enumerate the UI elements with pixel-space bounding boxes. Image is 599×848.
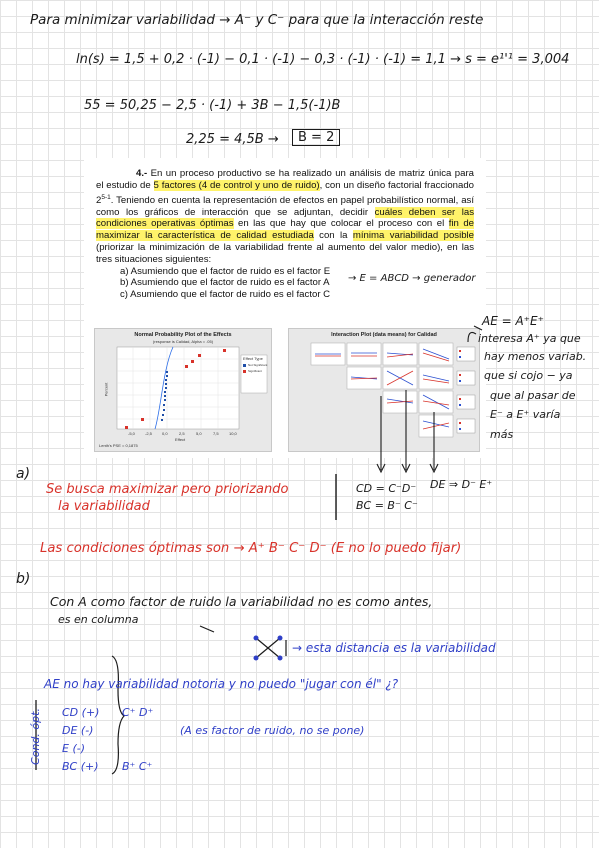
highlight-maximize: fin de maximizar la característica de calidad estudiada bbox=[96, 218, 474, 242]
problem-number: 4.- bbox=[136, 168, 148, 179]
ae-note-6: más bbox=[490, 428, 514, 441]
cross-line-icon bbox=[256, 638, 280, 658]
chart-title: Normal Probability Plot of the Effects bbox=[134, 332, 232, 338]
highlight-min-variability: mínima variabilidad posible bbox=[352, 230, 475, 242]
cond-result-1: C⁺ D⁺ bbox=[122, 706, 154, 719]
x-tick-label: 7,5 bbox=[213, 431, 219, 436]
generator-note: → E = ABCD → generador bbox=[348, 273, 476, 284]
de-note: DE ⇒ D⁻ E⁺ bbox=[430, 478, 493, 491]
distance-note: → esta distancia es la variabilidad bbox=[292, 641, 496, 655]
problem-text: (priorizar la minimización de la variabilidad frente al aumento del valor medio), en las tres situaciones siguientes: bbox=[96, 241, 474, 265]
x-tick-label: 10,0 bbox=[229, 431, 237, 436]
x-tick-label: 0,0 bbox=[162, 431, 168, 436]
pointer-icon bbox=[200, 626, 214, 632]
optimal-conditions: Las condiciones óptimas son → A⁺ B⁻ C⁻ D⁻ (E no lo puedo fijar) bbox=[40, 541, 462, 556]
b-note-2: es en columna bbox=[58, 613, 139, 626]
cond-item: CD (+) bbox=[62, 706, 100, 719]
problem-text: . Teniendo en cuenta la representación de efectos en papel probabilístico normal, así como los gráficos de interacción que se adjuntan, decidir bbox=[96, 194, 474, 218]
arrow-head-icon bbox=[377, 464, 385, 472]
note-line-2: ln(s) = 1,5 + 0,2 · (-1) − 0,1 · (-1) − 0,3 · (-1) · (-1) = 1,1 → s = e¹'¹ = 3,004 bbox=[76, 52, 570, 67]
ae-note-2: hay menos variab. bbox=[484, 350, 587, 363]
normal-probability-plot bbox=[94, 328, 272, 452]
x-axis-label: Effect bbox=[175, 437, 186, 442]
problem-sheet bbox=[84, 158, 486, 458]
ae-note-3: que si cojo − ya bbox=[484, 369, 573, 382]
option-c: c) Asumiendo que el factor de ruido es el factor C bbox=[120, 289, 331, 301]
ae-title: AE = A⁺E⁺ bbox=[482, 314, 544, 328]
cond-label: Cond. ópt. bbox=[28, 708, 42, 765]
note-line-1: Para minimizar variabilidad → A⁻ y C⁻ para que la interacción reste bbox=[30, 12, 484, 28]
ae-note-5: E⁻ a E⁺ varía bbox=[490, 408, 561, 421]
problem-text: en las que hay que colocar el proceso con el bbox=[233, 218, 449, 230]
interaction-plot bbox=[288, 328, 480, 452]
ae-variability-note: AE no hay variabilidad notoria y no puedo "jugar con él" ¿? bbox=[44, 677, 399, 691]
b-note-1: Con A como factor de ruido la variabilidad no es como antes, bbox=[50, 594, 433, 609]
ae-note-4: que al pasar de bbox=[490, 389, 576, 402]
y-axis-label: Percent bbox=[103, 382, 109, 397]
cond-result-2: B⁺ C⁺ bbox=[122, 760, 153, 773]
option-b: b) Asumiendo que el factor de ruido es el factor A bbox=[120, 277, 330, 289]
label-a: a) bbox=[16, 466, 31, 482]
ae-note-1: interesa A⁺ ya que bbox=[478, 332, 581, 345]
note-line-4: 2,25 = 4,5B → bbox=[186, 132, 279, 147]
problem-text: , con un diseño factorial fraccionado 2 bbox=[96, 179, 474, 206]
a-reasoning-1: Se busca maximizar pero priorizando bbox=[46, 482, 289, 497]
cd-note: CD = C⁻D⁻ bbox=[356, 482, 417, 495]
x-tick-label: 2,5 bbox=[179, 431, 185, 436]
bc-note: BC = B⁻ C⁻ bbox=[356, 499, 418, 512]
cond-item: BC (+) bbox=[62, 760, 99, 773]
cross-line-icon bbox=[256, 638, 280, 658]
chart-subtitle: (response is Calidad, Alpha = .05) bbox=[152, 339, 214, 344]
highlight-optimal: cuáles deben ser las condiciones operativas óptimas bbox=[96, 206, 474, 230]
problem-text: En un proceso productivo se ha realizado un análisis de matriz única para el estudio de bbox=[96, 168, 474, 191]
arrow-head-icon bbox=[402, 464, 410, 472]
chart-footnote: Lenth's PSE = 0,1875 bbox=[99, 443, 138, 448]
problem-text: con la bbox=[313, 230, 353, 242]
cond-note: (A es factor de ruido, no se pone) bbox=[180, 724, 365, 737]
cond-item: DE (-) bbox=[62, 724, 94, 737]
label-b: b) bbox=[16, 571, 31, 587]
note-line-3: 55 = 50,25 − 2,5 · (-1) + 3B − 1,5(-1)B bbox=[84, 98, 341, 113]
option-a: a) Asumiendo que el factor de ruido es el factor E bbox=[120, 265, 331, 277]
design-exponent: 5-1 bbox=[101, 193, 111, 201]
answer-box: B = 2 bbox=[292, 129, 340, 146]
legend-item-significant: Significant bbox=[248, 369, 262, 373]
x-tick-label: -5,0 bbox=[128, 431, 135, 436]
cond-item: E (-) bbox=[62, 742, 85, 755]
legend-item-not-significant: Not Significant bbox=[248, 363, 268, 367]
arrow-head-icon bbox=[430, 464, 438, 472]
x-tick-label: 5,0 bbox=[196, 431, 202, 436]
legend-title: Effect Type bbox=[243, 356, 263, 361]
interaction-grid-svg bbox=[289, 329, 479, 451]
x-tick-label: -2,5 bbox=[145, 431, 152, 436]
chart-title: Interaction Plot (data means) for Calidad bbox=[331, 332, 437, 338]
a-reasoning-2: la variabilidad bbox=[58, 499, 150, 514]
highlight-factors: 5 factores (4 de control y uno de ruido) bbox=[153, 179, 320, 191]
